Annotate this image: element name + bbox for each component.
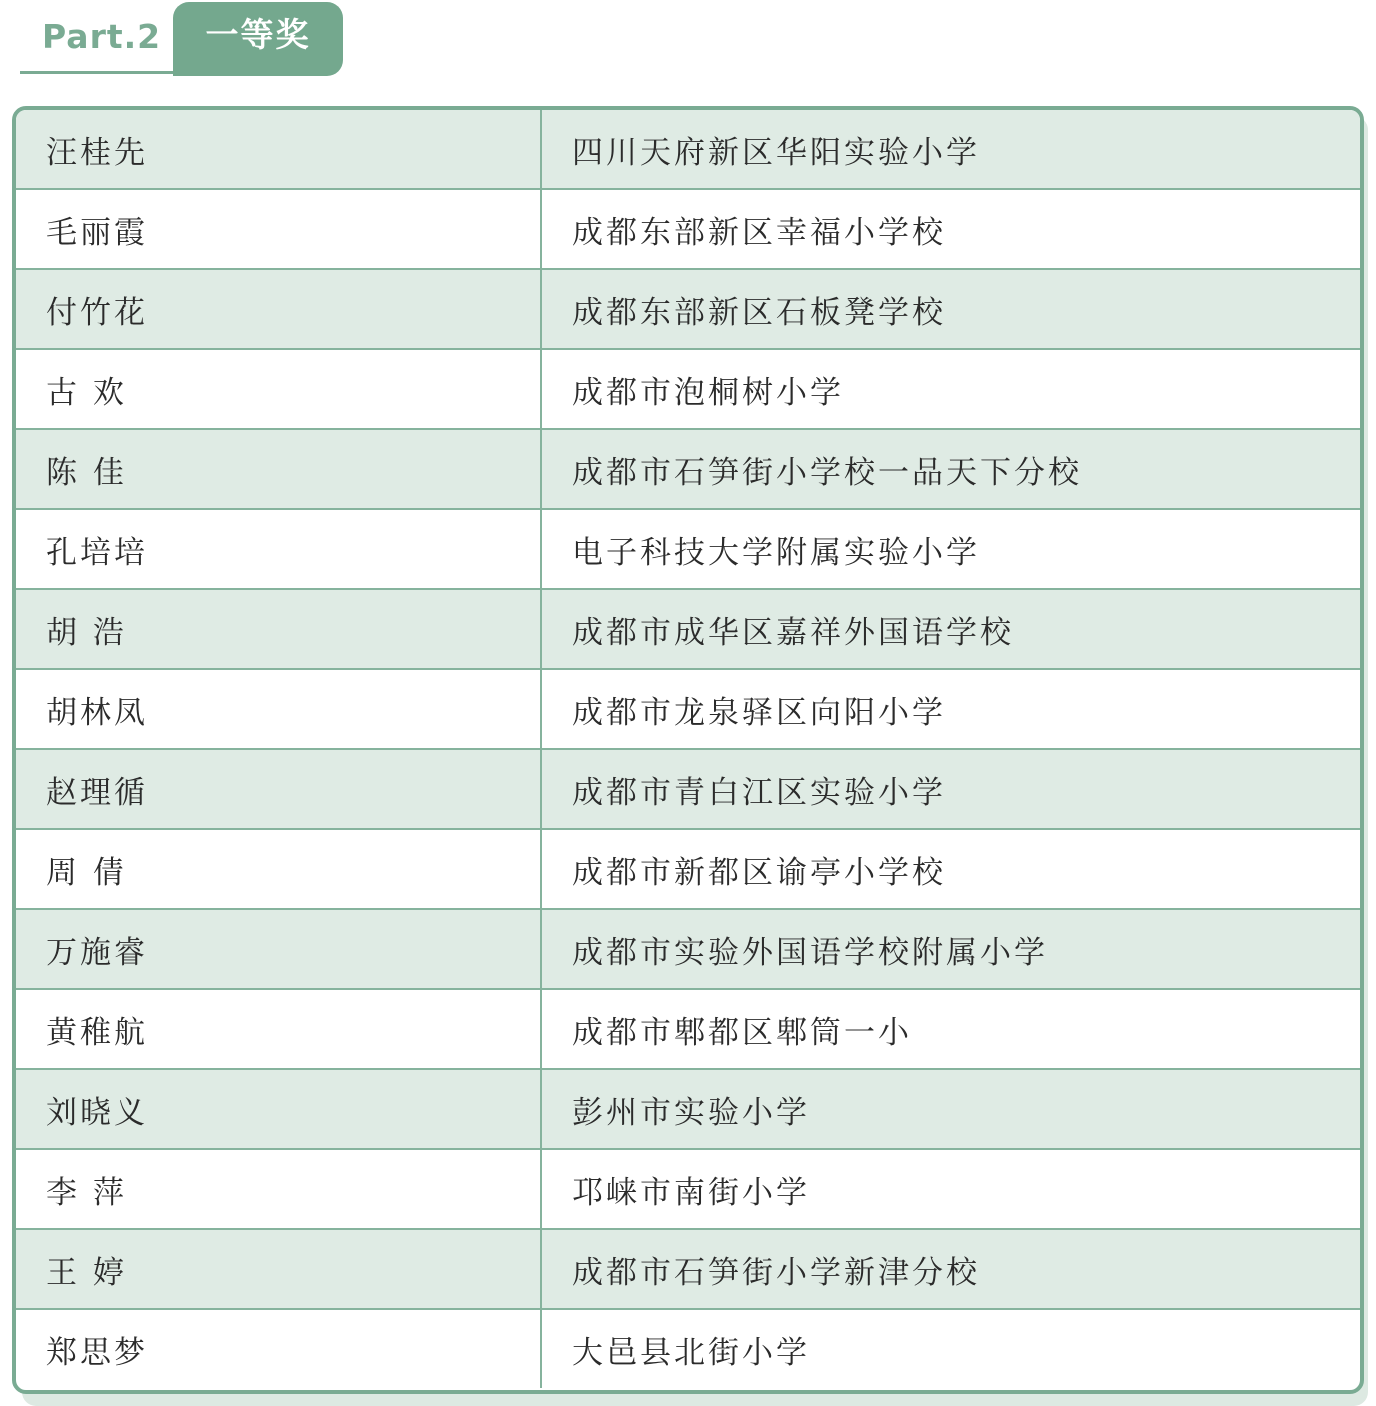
table-row (16, 189, 1360, 269)
table-row (16, 829, 1360, 909)
winner-school: 成都市石笋街小学新津分校 (541, 1229, 1360, 1309)
winner-school: 成都市泡桐树小学 (541, 349, 1360, 429)
table-row (16, 989, 1360, 1069)
table-row (16, 429, 1360, 509)
winner-school: 成都东部新区幸福小学校 (541, 189, 1360, 269)
winner-name: 李 萍 (16, 1149, 541, 1229)
winner-name: 胡林凤 (16, 669, 541, 749)
table-row (16, 589, 1360, 669)
part-number: Part.2 (42, 17, 162, 56)
winner-school: 成都东部新区石板凳学校 (541, 269, 1360, 349)
winner-name: 孔培培 (16, 509, 541, 589)
winner-school: 四川天府新区华阳实验小学 (541, 110, 1360, 189)
winner-name: 毛丽霞 (16, 189, 541, 269)
table-row (16, 749, 1360, 829)
winner-school: 成都市实验外国语学校附属小学 (541, 909, 1360, 989)
winner-name: 陈 佳 (16, 429, 541, 509)
winner-school: 大邑县北街小学 (572, 1334, 810, 1371)
part-label (20, 0, 176, 74)
table-row (16, 909, 1360, 989)
winner-name: 万施睿 (16, 909, 541, 989)
winners-table (16, 110, 1360, 1388)
table-row (16, 1309, 1360, 1388)
winner-school: 成都市新都区谕亭小学校 (541, 829, 1360, 909)
winner-school: 电子科技大学附属实验小学 (541, 509, 1360, 589)
table-row (16, 349, 1360, 429)
table-row (16, 1149, 1360, 1229)
winner-name: 胡 浩 (16, 589, 541, 669)
winner-school: 彭州市实验小学 (541, 1069, 1360, 1149)
award-tab (173, 2, 343, 76)
table-row (16, 1229, 1360, 1309)
winner-name: 王 婷 (16, 1229, 541, 1309)
table-row (16, 269, 1360, 349)
winner-name: 黄稚航 (16, 989, 541, 1069)
winner-name: 古 欢 (16, 349, 541, 429)
table-row (16, 669, 1360, 749)
winner-name: 周 倩 (16, 829, 541, 909)
winner-name: 郑思梦 (16, 1309, 541, 1388)
winner-school: 成都市郫都区郫筒一小 (541, 989, 1360, 1069)
award-title: 一等奖 (205, 15, 311, 54)
table-row (16, 110, 1360, 189)
winners-table-container (12, 106, 1364, 1394)
winner-school: 成都市龙泉驿区向阳小学 (541, 669, 1360, 749)
table-row (16, 509, 1360, 589)
winner-name: 刘晓义 (16, 1069, 541, 1149)
table-row (16, 1069, 1360, 1149)
winner-name: 付竹花 (16, 269, 541, 349)
winner-school: 成都市青白江区实验小学 (541, 749, 1360, 829)
winner-name: 赵理循 (16, 749, 541, 829)
winner-school: 成都市石笋街小学校一品天下分校 (541, 429, 1360, 509)
winner-name: 汪桂先 (16, 110, 541, 189)
winner-school: 成都市成华区嘉祥外国语学校 (541, 589, 1360, 669)
winner-school: 邛崃市南街小学 (541, 1149, 1360, 1229)
